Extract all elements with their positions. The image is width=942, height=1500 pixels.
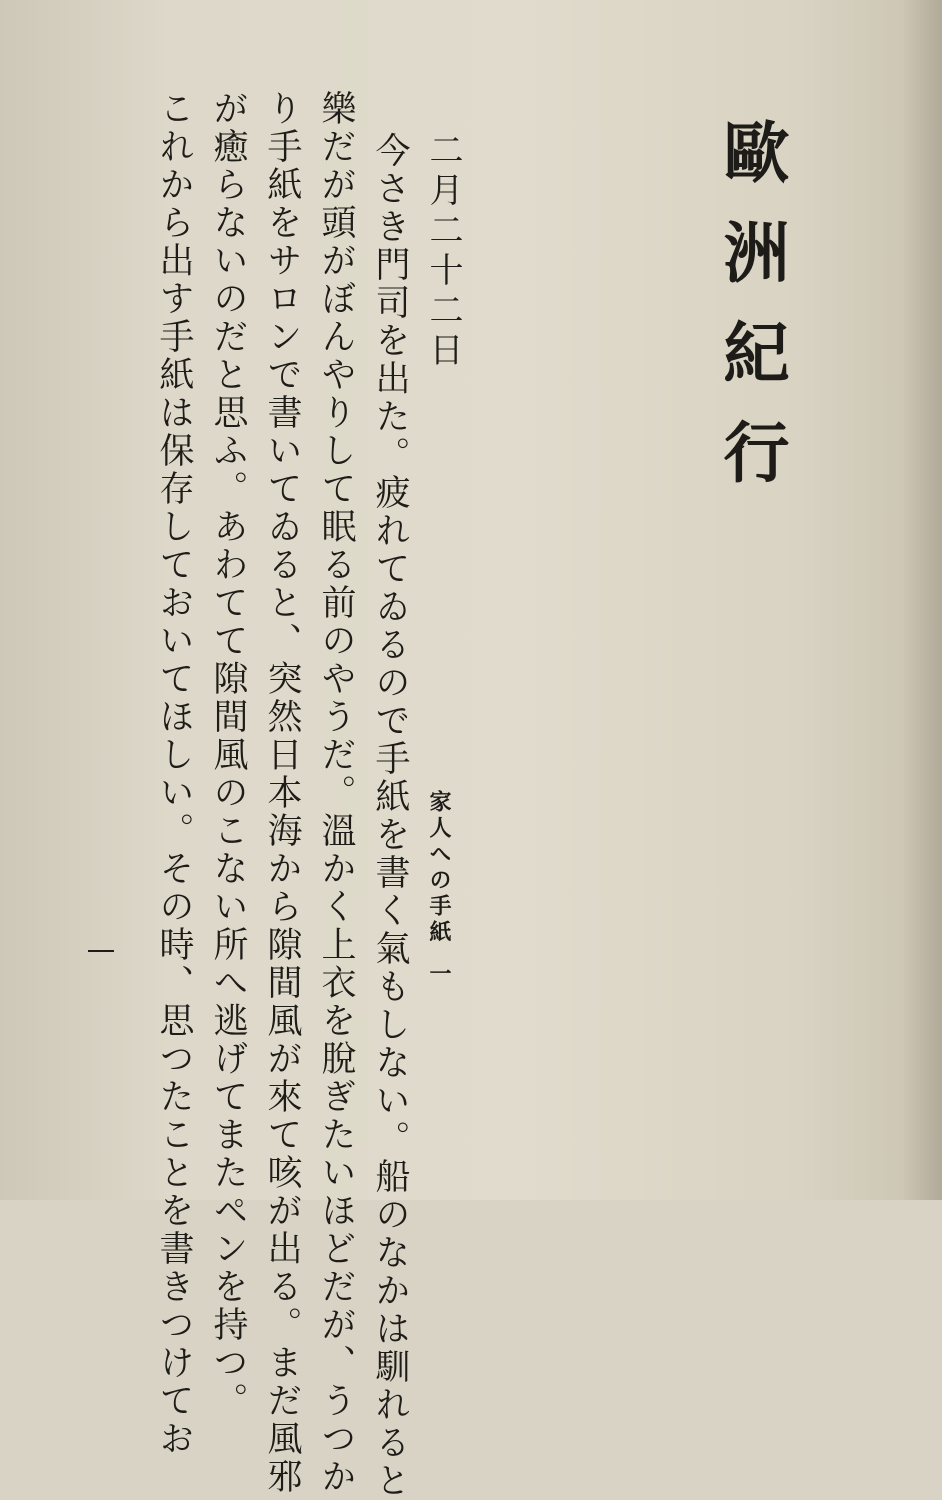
body-line-4: が癒らないのだと思ふ。あわてて隙間風のこない所へ逃げてまたペンを持つ。 bbox=[208, 90, 248, 1420]
page-number bbox=[88, 950, 114, 952]
body-line-3: り手紙をサロンで書いてゐると、突然日本海から隙間風が來て咳が出る。まだ風邪 bbox=[262, 90, 302, 1496]
body-line-1: 今さき門司を出た。疲れてゐるので手紙を書く氣もしない。船のなかは馴れると bbox=[370, 132, 410, 1500]
running-head-text: 家人への手紙 bbox=[426, 790, 452, 946]
running-head-number: 一 bbox=[426, 962, 452, 988]
body-line-2: 樂だが頭がぼんやりして眠る前のやうだ。溫かく上衣を脫ぎたいほどだが、うつか bbox=[316, 90, 356, 1496]
running-head bbox=[428, 790, 450, 988]
body-line-5: これから出す手紙は保存しておいてほしい。その時、思つたことを書きつけてお bbox=[154, 90, 194, 1458]
entry-date: 二月二十二日 bbox=[423, 132, 463, 372]
page-title: 歐洲紀行 bbox=[712, 118, 790, 518]
